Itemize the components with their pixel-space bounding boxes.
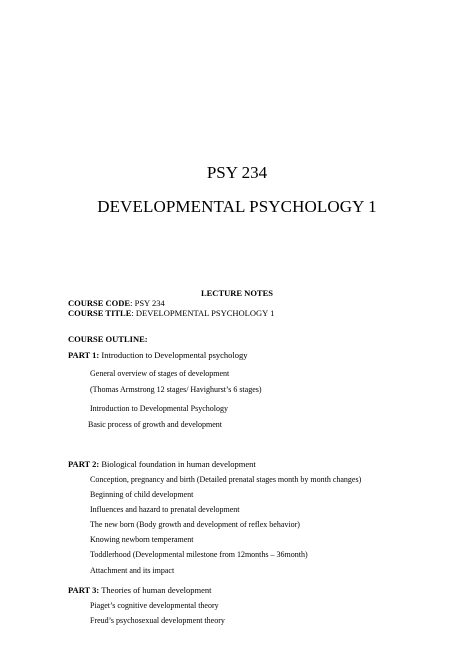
part-1-title: Introduction to Developmental psychology bbox=[99, 350, 248, 360]
list-item: (Thomas Armstrong 12 stages/ Havighurst’s 6 stages) bbox=[90, 385, 262, 394]
course-outline-heading: COURSE OUTLINE: bbox=[68, 334, 148, 344]
list-item: Beginning of child development bbox=[90, 490, 194, 499]
list-item: Knowing newborn temperament bbox=[90, 535, 194, 544]
course-code-value: : PSY 234 bbox=[130, 298, 165, 308]
part-3-label: PART 3: bbox=[68, 585, 100, 595]
list-item: Influences and hazard to prenatal development bbox=[90, 505, 240, 514]
course-title-label: COURSE TITLE bbox=[68, 308, 132, 318]
list-item: Attachment and its impact bbox=[90, 566, 175, 575]
part-2-label: PART 2: bbox=[68, 459, 100, 469]
list-item: Toddlerhood (Developmental milestone from 12months – 36month) bbox=[90, 550, 308, 559]
course-code-line bbox=[68, 298, 165, 308]
part-3-heading bbox=[68, 585, 211, 595]
list-item: General overview of stages of development bbox=[90, 369, 230, 378]
course-title-line bbox=[68, 308, 274, 318]
list-item: Conception, pregnancy and birth (Detailed prenatal stages month by month changes) bbox=[90, 475, 362, 484]
part-1-label: PART 1: bbox=[68, 350, 100, 360]
course-title-value: : DEVELOPMENTAL PSYCHOLOGY 1 bbox=[131, 308, 275, 318]
course-code-title: PSY 234 bbox=[206, 163, 268, 182]
part-2-heading bbox=[68, 459, 256, 469]
list-item: Freud’s psychosexual development theory bbox=[90, 616, 225, 625]
lecture-notes-heading: LECTURE NOTES bbox=[200, 288, 274, 298]
list-item: Piaget’s cognitive developmental theory bbox=[90, 601, 219, 610]
part-3-title: Theories of human development bbox=[99, 585, 212, 595]
part-2-title: Biological foundation in human development bbox=[99, 459, 256, 469]
course-code-label: COURSE CODE bbox=[68, 298, 131, 308]
list-item: Basic process of growth and development bbox=[88, 420, 222, 429]
list-item: The new born (Body growth and development of reflex behavior) bbox=[90, 520, 300, 529]
part-1-heading bbox=[68, 350, 248, 360]
course-name-title: DEVELOPMENTAL PSYCHOLOGY 1 bbox=[97, 197, 377, 216]
list-item: Introduction to Developmental Psychology bbox=[90, 404, 228, 413]
